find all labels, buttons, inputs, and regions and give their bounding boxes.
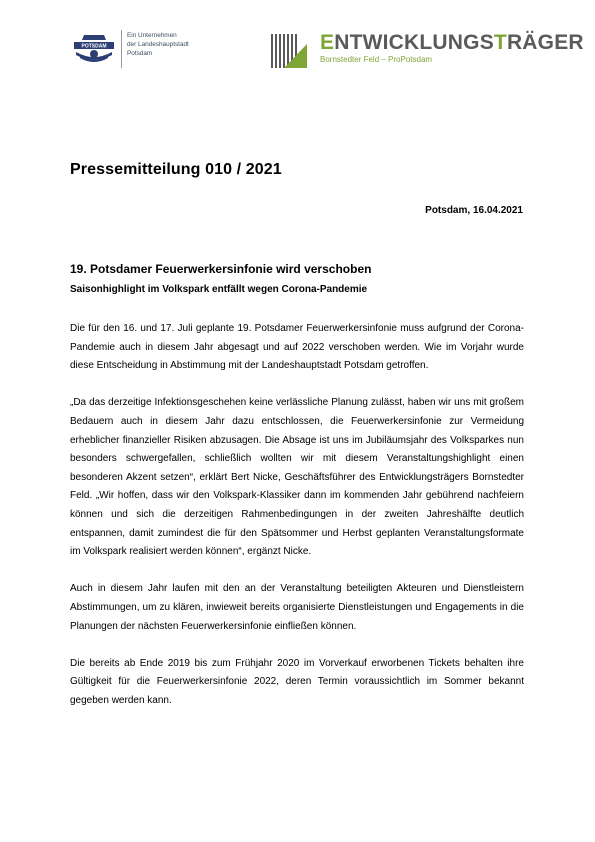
potsdam-subtitle: [127, 31, 189, 58]
subheadline: Saisonhighlight im Volkspark entfällt wegen Corona-Pandemie: [70, 284, 368, 295]
headline: 19. Potsdamer Feuerwerkersinfonie wird verschoben: [70, 262, 372, 276]
potsdam-line-2: der Landeshauptstadt: [127, 41, 189, 48]
brand-name: ENTWICKLUNGSTRÄGER: [320, 31, 584, 54]
paragraph: Die für den 16. und 17. Juli geplante 19. Potsdamer Feuerwerkersinfonie muss aufgrund der Corona-Pandemie auch in diesem Jahr abgesagt und auf 2022 verschoben werden. Wie im Vorjahr wurde diese Entscheidung in Abstimmung mit der Landeshauptstadt Potsdam getroffen.: [70, 323, 524, 372]
brand-subtitle: Bornstedter Feld – ProPotsdam: [320, 55, 433, 64]
paragraph: „Da das derzeitige Infektionsgeschehen keine verlässliche Planung zulässt, haben wir uns mit großem Bedauern auch in diesem Jahr dazu entschlossen, die Feuerwerkersinfonie zur Vermeidung erheblicher finanzieller Risiken abzusagen. Die Absage ist uns im Jubiläumsjahr des Volksparkes nun besonders schwergefallen, schließlich wollten wir mit diesem Veranstaltungshighlight einen besonderen Akzent setzen“, erklärt Bert Nicke, Geschäftsführer des Entwicklungsträgers Bornstedter Feld. „Wir hoffen, dass wir den Volkspark-Klassiker dann im kommenden Jahr gebührend nachfeiern können und sich die derzeitigen Rahmenbedingungen in der zweiten Jahreshälfte deutlich entspannen, damit zumindest die für den Spätsommer und Herbst geplanten Veranstaltungsformate im Volkspark realisiert werden können“, ergänzt Nicke.: [70, 397, 524, 558]
potsdam-line-3: Potsdam: [127, 50, 153, 57]
potsdam-line-1: Ein Unternehmen: [127, 32, 177, 39]
potsdam-logo-text: POTSDAM: [81, 43, 107, 50]
press-date: Potsdam, 16.04.2021: [425, 205, 523, 216]
page-title: Pressemitteilung 010 / 2021: [70, 161, 282, 178]
article-body: [70, 320, 524, 729]
header-divider: [121, 30, 122, 68]
potsdam-crest-icon: [70, 30, 118, 66]
entwicklungstraeger-header-block: [270, 32, 584, 68]
paragraph: Auch in diesem Jahr laufen mit den an der Veranstaltung beteiligten Akteuren und Dienstleistern Abstimmungen, um zu klären, inwieweit bereits organisierte Dienstleistungen und Engagements in die Planungen der nächsten Feuerwerkersinfonie einfließen können.: [70, 583, 524, 632]
potsdam-header-block: [70, 30, 189, 68]
entwicklungstraeger-logo-icon: [270, 32, 308, 68]
paragraph: Die bereits ab Ende 2019 bis zum Frühjahr 2020 im Vorverkauf erworbenen Tickets behalten ihre Gültigkeit für die Feuerwerkersinfonie 2022, deren Termin voraussichtlich im Sommer bekannt gegeben werden kann.: [70, 657, 524, 706]
